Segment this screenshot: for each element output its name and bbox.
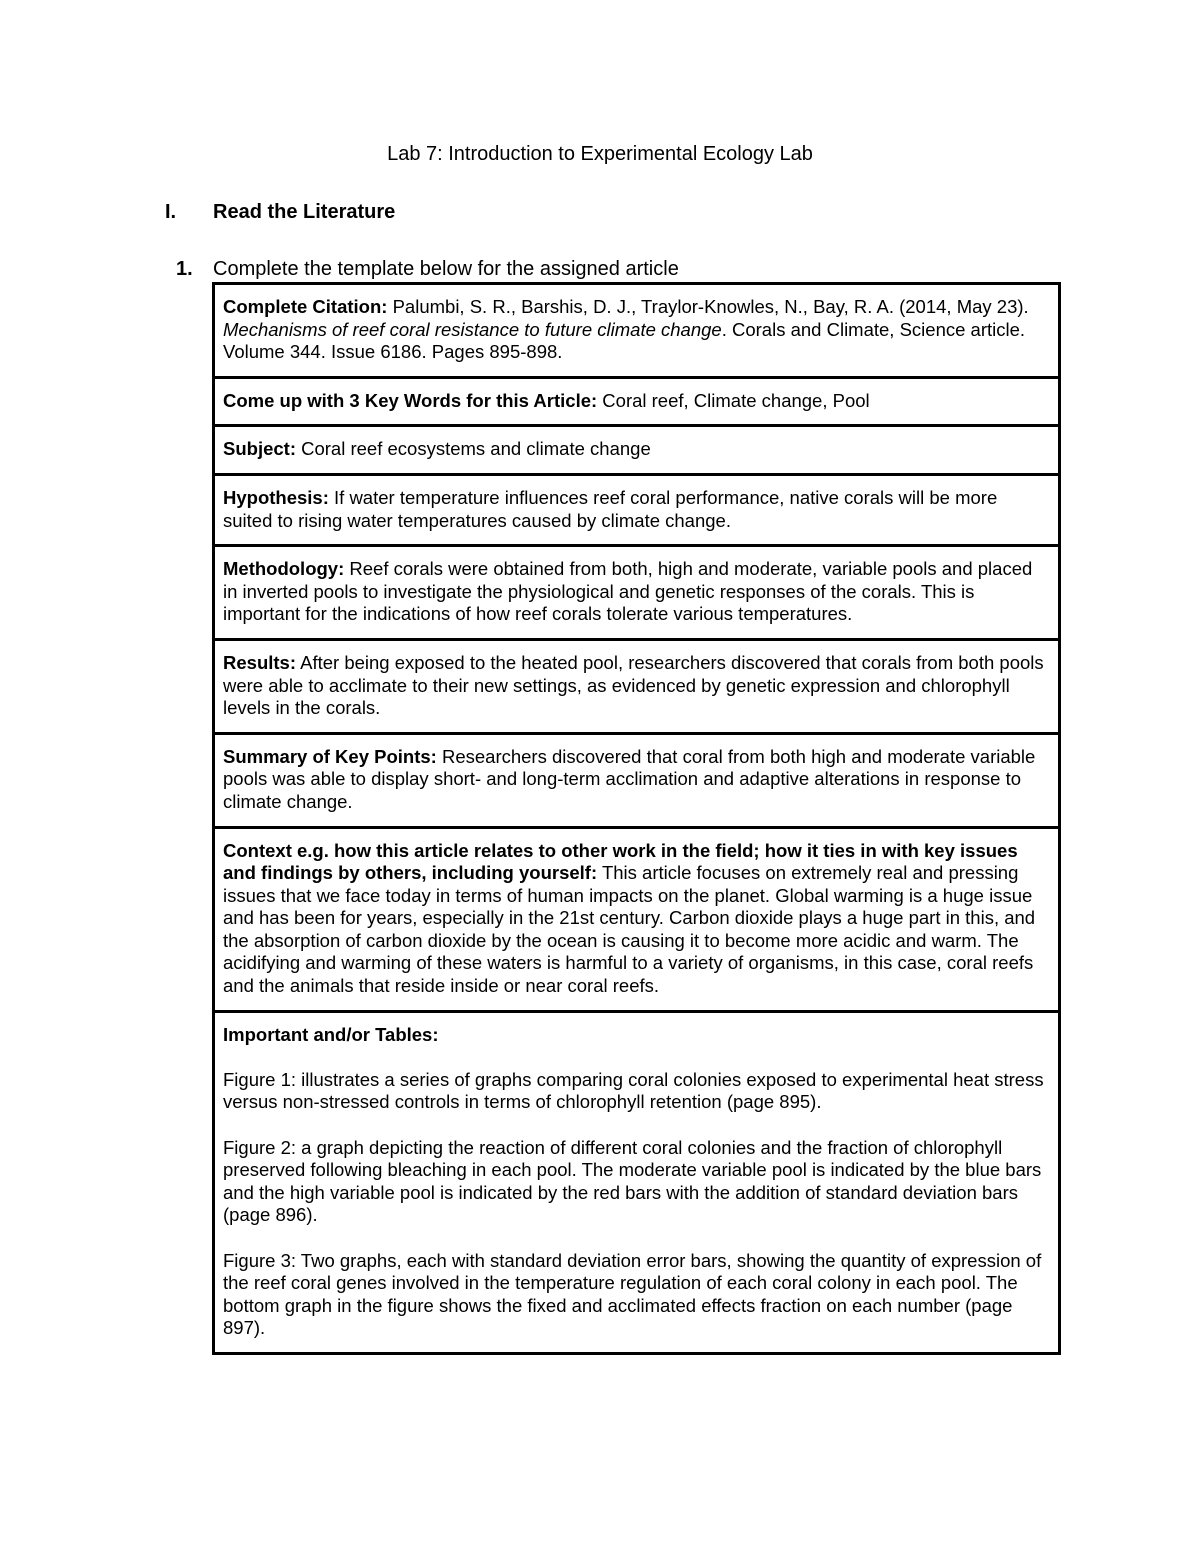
- hypothesis-value: If water temperature influences reef coral performance, native corals will be more suited to rising water temperatures caused by climate change.: [223, 486, 998, 531]
- methodology-label: Methodology:: [223, 558, 345, 580]
- methodology-row: [215, 547, 1058, 641]
- subject-label: Subject:: [223, 438, 296, 460]
- context-row: [215, 829, 1058, 1013]
- keywords-row: [215, 379, 1058, 428]
- figures-label: Important and/or Tables:: [223, 1023, 439, 1045]
- citation-row: [215, 285, 1058, 379]
- section-heading-text: Read the Literature: [213, 201, 396, 223]
- citation-authors: Palumbi, S. R., Barshis, D. J., Traylor-Knowles, N., Bay, R. A. (2014, May 23).: [387, 296, 1029, 317]
- article-template-table: [212, 282, 1061, 1355]
- item-number: 1.: [176, 258, 193, 280]
- figures-row: [215, 1013, 1058, 1355]
- results-value: After being exposed to the heated pool, researchers discovered that corals from both pools were able to acclimate to their new settings, as evidenced by genetic expression and chlorophyll levels in the corals.: [223, 651, 1044, 719]
- citation-label: Complete Citation:: [223, 296, 388, 317]
- figure-3-description: Figure 3: Two graphs, each with standard deviation error bars, showing the quantity of expression of the reef coral genes involved in the temperature regulation of each coral colony in each pool. The bottom graph in the figure shows the fixed and acclimated effects fraction on each number (page 897).: [223, 1249, 1042, 1339]
- figure-2-description: Figure 2: a graph depicting the reaction of different coral colonies and the fraction of chlorophyll preserved following bleaching in each pool. The moderate variable pool is indicated by the blue bars and the high variable pool is indicated by the red bars with the addition of standard deviation bars (page 896).: [223, 1136, 1042, 1226]
- instruction-item: [176, 256, 679, 282]
- keywords-value: Coral reef, Climate change, Pool: [597, 389, 870, 411]
- subject-row: [215, 427, 1058, 476]
- context-label: Context e.g. how this article relates to other work in the field; how it ties in with key issues and findings by others, including yourself:: [223, 839, 1018, 884]
- keywords-label: Come up with 3 Key Words for this Article:: [223, 389, 598, 411]
- citation-source: . Corals and Climate, Science article. Volume 344. Issue 6186. Pages 895-898.: [223, 318, 1026, 363]
- summary-value: Researchers discovered that coral from both high and moderate variable pools was able to display short- and long-term acclimation and adaptive alterations in response to climate change.: [223, 745, 1036, 812]
- subject-value: Coral reef ecosystems and climate change: [295, 438, 651, 460]
- section-heading: [165, 199, 395, 225]
- summary-row: [215, 735, 1058, 829]
- hypothesis-row: [215, 476, 1058, 547]
- context-value: This article focuses on extremely real and pressing issues that we face today in terms of human impacts on the planet. Global warming is a huge issue and has been for years, especially in the 21st century. Carbon dioxide plays a huge part in this, and the absorption of carbon dioxide by the ocean is causing it to become more acidic and warm. The acidifying and warming of these waters is harmful to a variety of organisms, in this case, coral reefs and the animals that reside inside or near coral reefs.: [223, 862, 1036, 997]
- section-numeral: I.: [165, 201, 177, 223]
- item-text: Complete the template below for the assigned article: [213, 258, 679, 280]
- results-row: [215, 641, 1058, 735]
- summary-label: Summary of Key Points:: [223, 745, 437, 767]
- page-title: Lab 7: Introduction to Experimental Ecology Lab: [387, 143, 813, 165]
- figure-1-description: Figure 1: illustrates a series of graphs comparing coral colonies exposed to experimental heat stress versus non-stressed controls in terms of chlorophyll retention (page 895).: [223, 1068, 1044, 1113]
- hypothesis-label: Hypothesis:: [223, 486, 329, 508]
- results-label: Results:: [223, 651, 296, 673]
- citation-article-title: Mechanisms of reef coral resistance to future climate change: [223, 318, 722, 340]
- methodology-value: Reef corals were obtained from both, high and moderate, variable pools and placed in inverted pools to investigate the physiological and genetic responses of the corals. This is important for the indications of how reef corals tolerate various temperatures.: [223, 558, 1033, 625]
